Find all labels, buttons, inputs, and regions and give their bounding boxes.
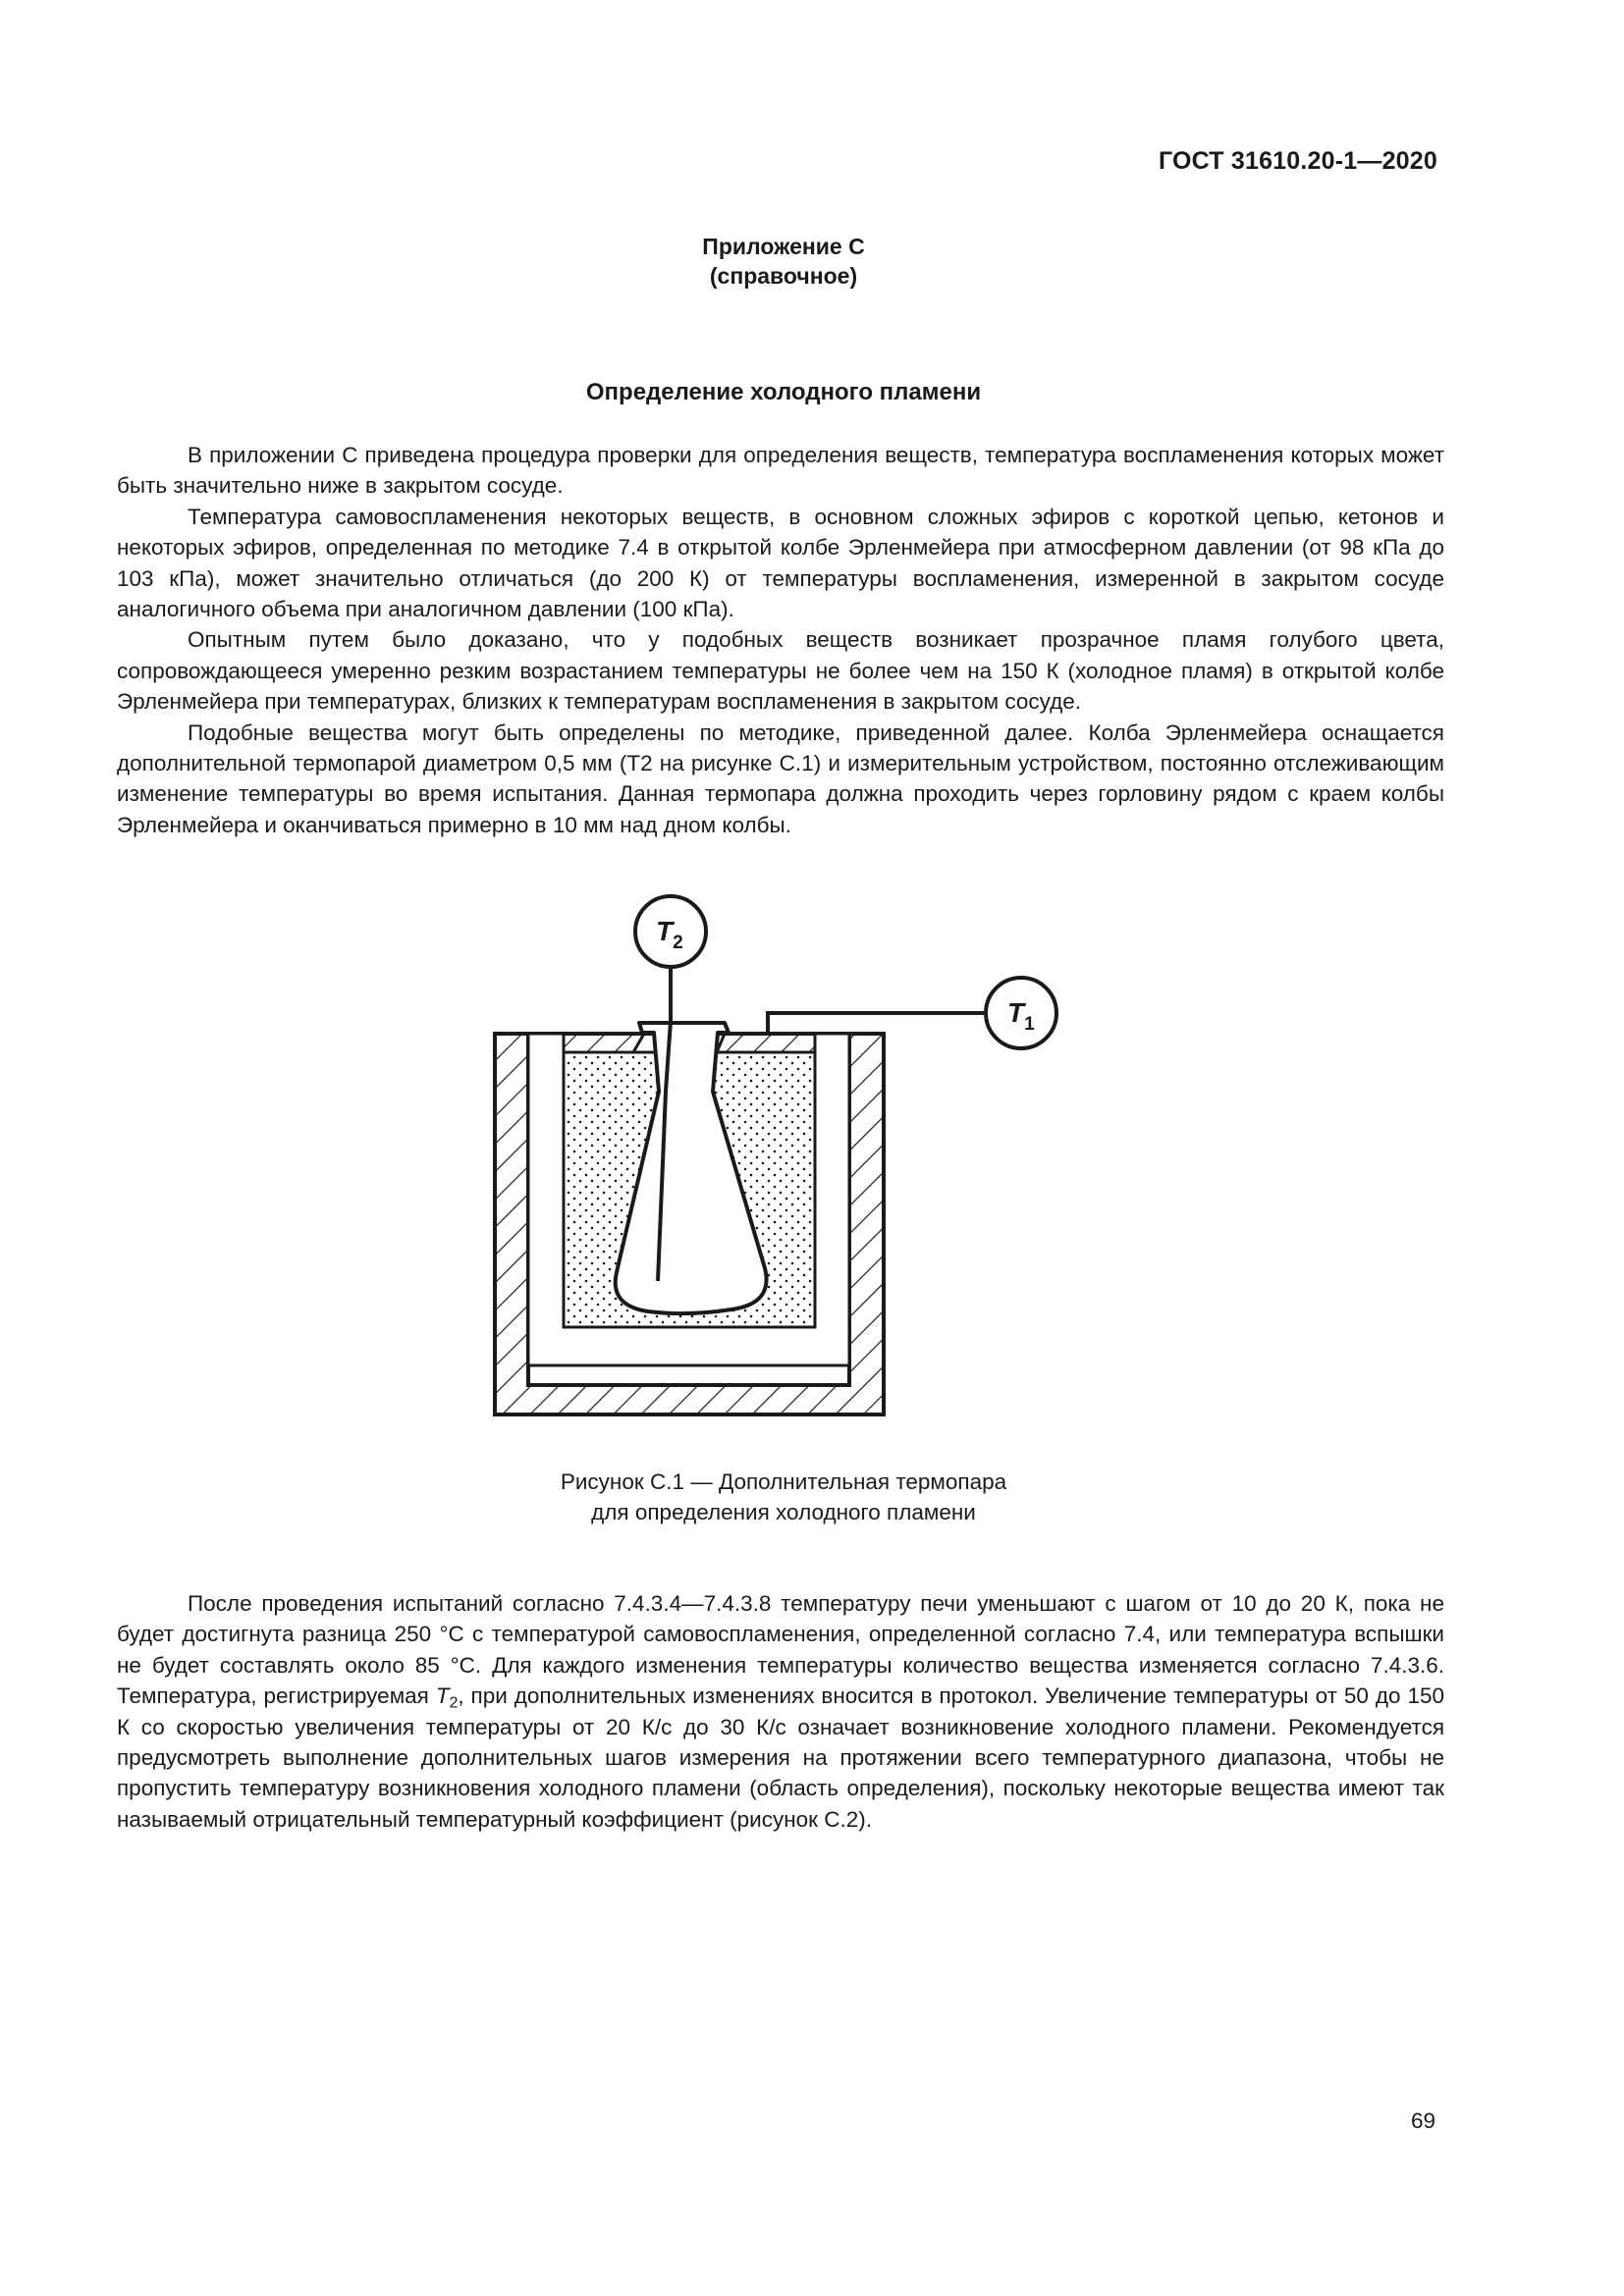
intro-text <box>117 440 1444 840</box>
appendix-heading <box>0 232 1567 291</box>
page-number: 69 <box>1410 2109 1435 2133</box>
figure-c1-diagram <box>481 883 1070 1433</box>
temperature-symbol: T <box>435 1683 450 1709</box>
t2-label: $T_2$ <box>656 916 683 953</box>
temperature-symbol-subscript: 2 <box>449 1694 459 1712</box>
intro-paragraph-3: Опытным путем было доказано, что у подобных веществ возникает прозрачное пламя голубого цвета, сопровождающееся умеренно резким возрастанием температуры не более чем на 150 К (холодное пламя) в открытой колбе Эрленмейера при температурах, близких к температурам воспламенения в закрытом сосуде. <box>117 627 1444 715</box>
figure-caption <box>0 1467 1567 1527</box>
appendix-status: (справочное) <box>709 263 858 289</box>
standard-code: ГОСТ 31610.20-1—2020 <box>1158 147 1437 175</box>
procedure-text-part-1: После проведения испытаний согласно 7.4.3.4—7.4.3.8 температуру печи уменьшают с шагом от 10 до 20 К, пока не будет достигнута разница 250 °С с температурой самовоспламенения, определенной согласно 7.4, или температура вспышки не будет составлять около 85 °С. Для каждого изменения температуры количество вещества изменяется согласно 7.4.3.6. Температура, регистрируемая <box>117 1591 1444 1709</box>
thermocouple-t1-wire <box>768 1013 985 1034</box>
procedure-paragraph <box>117 1588 1444 1835</box>
appendix-title: Приложение С <box>702 234 865 259</box>
lid-left <box>564 1034 644 1052</box>
section-title: Определение холодного пламени <box>585 379 982 405</box>
procedure-text <box>117 1588 1444 1835</box>
lid-right <box>717 1034 815 1052</box>
figure-caption-line-2: для определения холодного пламени <box>591 1500 976 1524</box>
t1-label: $T_1$ <box>1007 997 1035 1035</box>
intro-paragraph-4: Подобные вещества могут быть определены по методике, приведенной далее. Колба Эрленмейера оснащается дополнительной термопарой диаметром 0,5 мм (Т2 на рисунке С.1) и измерительным устройством, постоянно отслеживающим изменение температуры во время испытания. Данная термопара должна проходить через горловину рядом с краем колбы Эрленмейера и оканчиваться примерно в 10 мм над дном колбы. <box>117 720 1444 837</box>
intro-paragraph-2: Температура самовоспламенения некоторых веществ, в основном сложных эфиров с короткой цепью, кетонов и некоторых эфиров, определенная по методике 7.4 в открытой колбе Эрленмейера при атмосферном давлении (от 98 кПа до 103 кПа), может значительно отличаться (до 200 К) от температуры воспламенения, измеренной в закрытом сосуде аналогичного объема при аналогичном давлении (100 кПа). <box>117 504 1444 622</box>
figure-caption-line-1: Рисунок С.1 — Дополнительная термопара <box>560 1469 1007 1494</box>
procedure-text-part-2: , при дополнительных изменениях вносится в протокол. Увеличение температуры от 50 до 150 К со скоростью увеличения температуры от 20 К/с до 30 К/с означает возникновение холодного пламени. Рекомендуется предусмотреть выполнение дополнительных шагов измерения на протяжении всего температурного диапазона, чтобы не пропустить температуру возникновения холодного пламени (область определения), поскольку некоторые вещества имеют так называемый отрицательный температурный коэффициент (рисунок С.2). <box>117 1683 1445 1832</box>
intro-paragraph-1: В приложении С приведена процедура проверки для определения веществ, температура воспламенения которых может быть значительно ниже в закрытом сосуде. <box>117 443 1444 499</box>
